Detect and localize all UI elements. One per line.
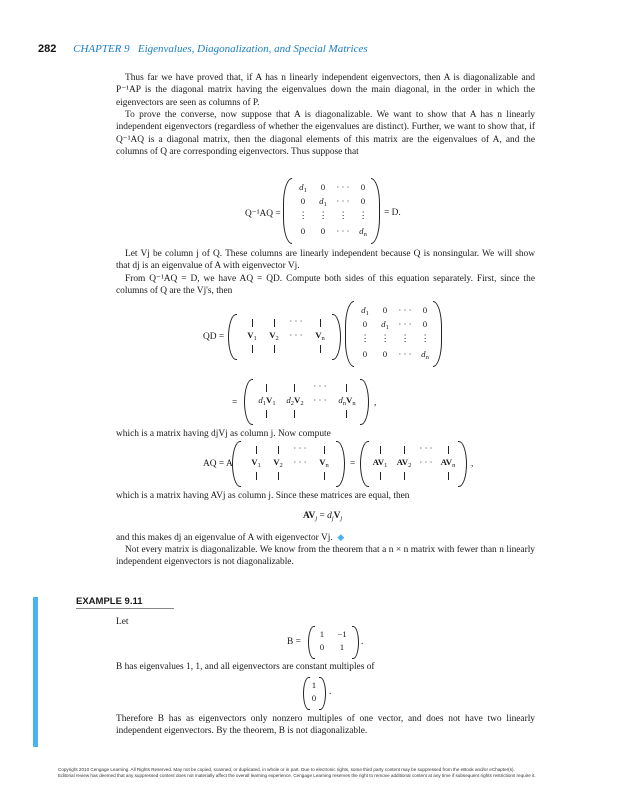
eq1-lhs: Q⁻¹AQ = bbox=[245, 209, 281, 219]
eq2-lhs: QD = bbox=[203, 332, 225, 342]
matrix-Q-columns-2: · · · $V_1$ $V_2$ · · · $V_n$ bbox=[232, 441, 347, 487]
vector-cell: 1 bbox=[311, 680, 317, 690]
example-label: EXAMPLE 9.11 bbox=[76, 596, 143, 607]
chapter-title: Eigenvalues, Diagonalization, and Special Matrices bbox=[137, 43, 368, 55]
paragraph-7-text: and this makes dj an eigenvalue of A with eigenvector Vj. bbox=[116, 533, 333, 543]
ex-B-lhs: B = bbox=[287, 637, 301, 647]
copyright-line-2: Editorial review has deemed that any suppressed content does not materially affect the overall learning experience. Cengage Learning reserves the right to remove additional content at any time if subsequent rights restrictions require it. bbox=[58, 773, 536, 778]
matrix-B-cell: 0 bbox=[319, 642, 325, 652]
example-rule bbox=[76, 608, 174, 609]
copyright-line-1: Copyright 2010 Cengage Learning. All Rights Reserved. May not be copied, scanned, or duplicated, in whole or in part. Due to electronic rights, some third party content may be suppressed from the eBook and/or eChapter(s). bbox=[58, 767, 515, 772]
matrix-B-cell: −1 bbox=[337, 629, 347, 639]
eq4-lhs: AQ = A bbox=[203, 459, 233, 469]
vector-cell: 0 bbox=[311, 693, 317, 703]
paragraph-5: which is a matrix having djVj as column j. Now compute bbox=[116, 429, 331, 439]
end-proof-diamond-icon: ◆ bbox=[337, 532, 345, 542]
matrix-B bbox=[308, 626, 362, 660]
paragraph-8: Not every matrix is diagonalizable. We know from the theorem that a n × n matrix with fewer than n linearly independent eigenvectors is not diagonalizable. bbox=[116, 545, 535, 568]
eq3-lhs: = bbox=[232, 398, 238, 408]
matrix-B-cell: 1 bbox=[339, 642, 345, 652]
example-let: Let bbox=[116, 617, 129, 627]
matrix-B-cell: 1 bbox=[319, 629, 325, 639]
paragraph-6: which is a matrix having AVj as column j. Since these matrices are equal, then bbox=[116, 491, 410, 501]
vector-1-0 bbox=[303, 677, 331, 711]
eq4-mid: = bbox=[350, 459, 356, 469]
example-paragraph-2: Therefore B has as eigenvectors only nonzero multiples of one vector, and does not have two linearly independent eigenvectors. By the theorem, B is not diagonalizable. bbox=[116, 714, 535, 737]
page-header bbox=[38, 43, 368, 55]
example-paragraph-1: B has eigenvalues 1, 1, and all eigenvectors are constant multiples of bbox=[116, 662, 375, 672]
matrix-Q-columns: · · · $V_1$ $V_2$ · · · $V_n$ bbox=[228, 314, 343, 360]
eq1-rhs: = D. bbox=[384, 208, 401, 218]
matrix-D: $d_1$ 0 · · · 0 0 $d_1$ · · · 0 ⋮ ⋮ ⋮ ⋮ 0 0 · · · $d_n$ bbox=[283, 178, 383, 244]
example-sidebar-bar bbox=[33, 597, 38, 747]
paragraph-7 bbox=[116, 531, 344, 544]
paragraph-2: To prove the converse, now suppose that A is diagonalizable. We want to show that A has n linearly independent eigenvectors (regardless of whether the eigenvalues are distinct). Further, we want to show that, if Q⁻¹AQ is a diagonal matrix, then the diagonal elements of this matrix are the eigenvalues of A, and the columns of Q are corresponding eigenvectors. Thus suppose that bbox=[116, 110, 535, 158]
chapter-label: CHAPTER 9 bbox=[73, 43, 130, 55]
matrix-AV-columns: · · · $AV_1$ $AV_2$ · · · $AV_n$ bbox=[360, 441, 470, 487]
paragraph-3: Let Vj be column j of Q. These columns are linearly independent because Q is nonsingular. We will show that dj is an eigenvalue of A with eigenvector Vj. bbox=[116, 249, 535, 272]
chapter-heading bbox=[73, 43, 368, 55]
matrix-dV-columns: · · · $d_1V_1$ $d_2V_2$ · · · $d_nV_n$ bbox=[244, 379, 374, 425]
eq4-comma: , bbox=[471, 459, 474, 469]
matrix-D-2: $d_1$ 0 · · · 0 0 $d_1$ · · · 0 ⋮ ⋮ ⋮ ⋮ 0 0 · · · $d_n$ bbox=[345, 301, 445, 367]
eq3-comma: , bbox=[374, 398, 377, 408]
ex-B-period: . bbox=[361, 637, 364, 647]
ex-vec-period: . bbox=[329, 687, 332, 697]
eq5: $AV_j = d_jV_j$ bbox=[303, 511, 343, 522]
paragraph-4: From Q⁻¹AQ = D, we have AQ = QD. Compute both sides of this equation separately. First, since the columns of Q are the Vj's, then bbox=[116, 274, 535, 297]
page-number: 282 bbox=[38, 43, 57, 55]
paragraph-1: Thus far we have proved that, if A has n linearly independent eigenvectors, then A is diagonalizable and P⁻¹AP is the diagonal matrix having the eigenvalues down the main diagonal, in the order in which the eigenvectors are seen as columns of P. bbox=[116, 73, 535, 108]
